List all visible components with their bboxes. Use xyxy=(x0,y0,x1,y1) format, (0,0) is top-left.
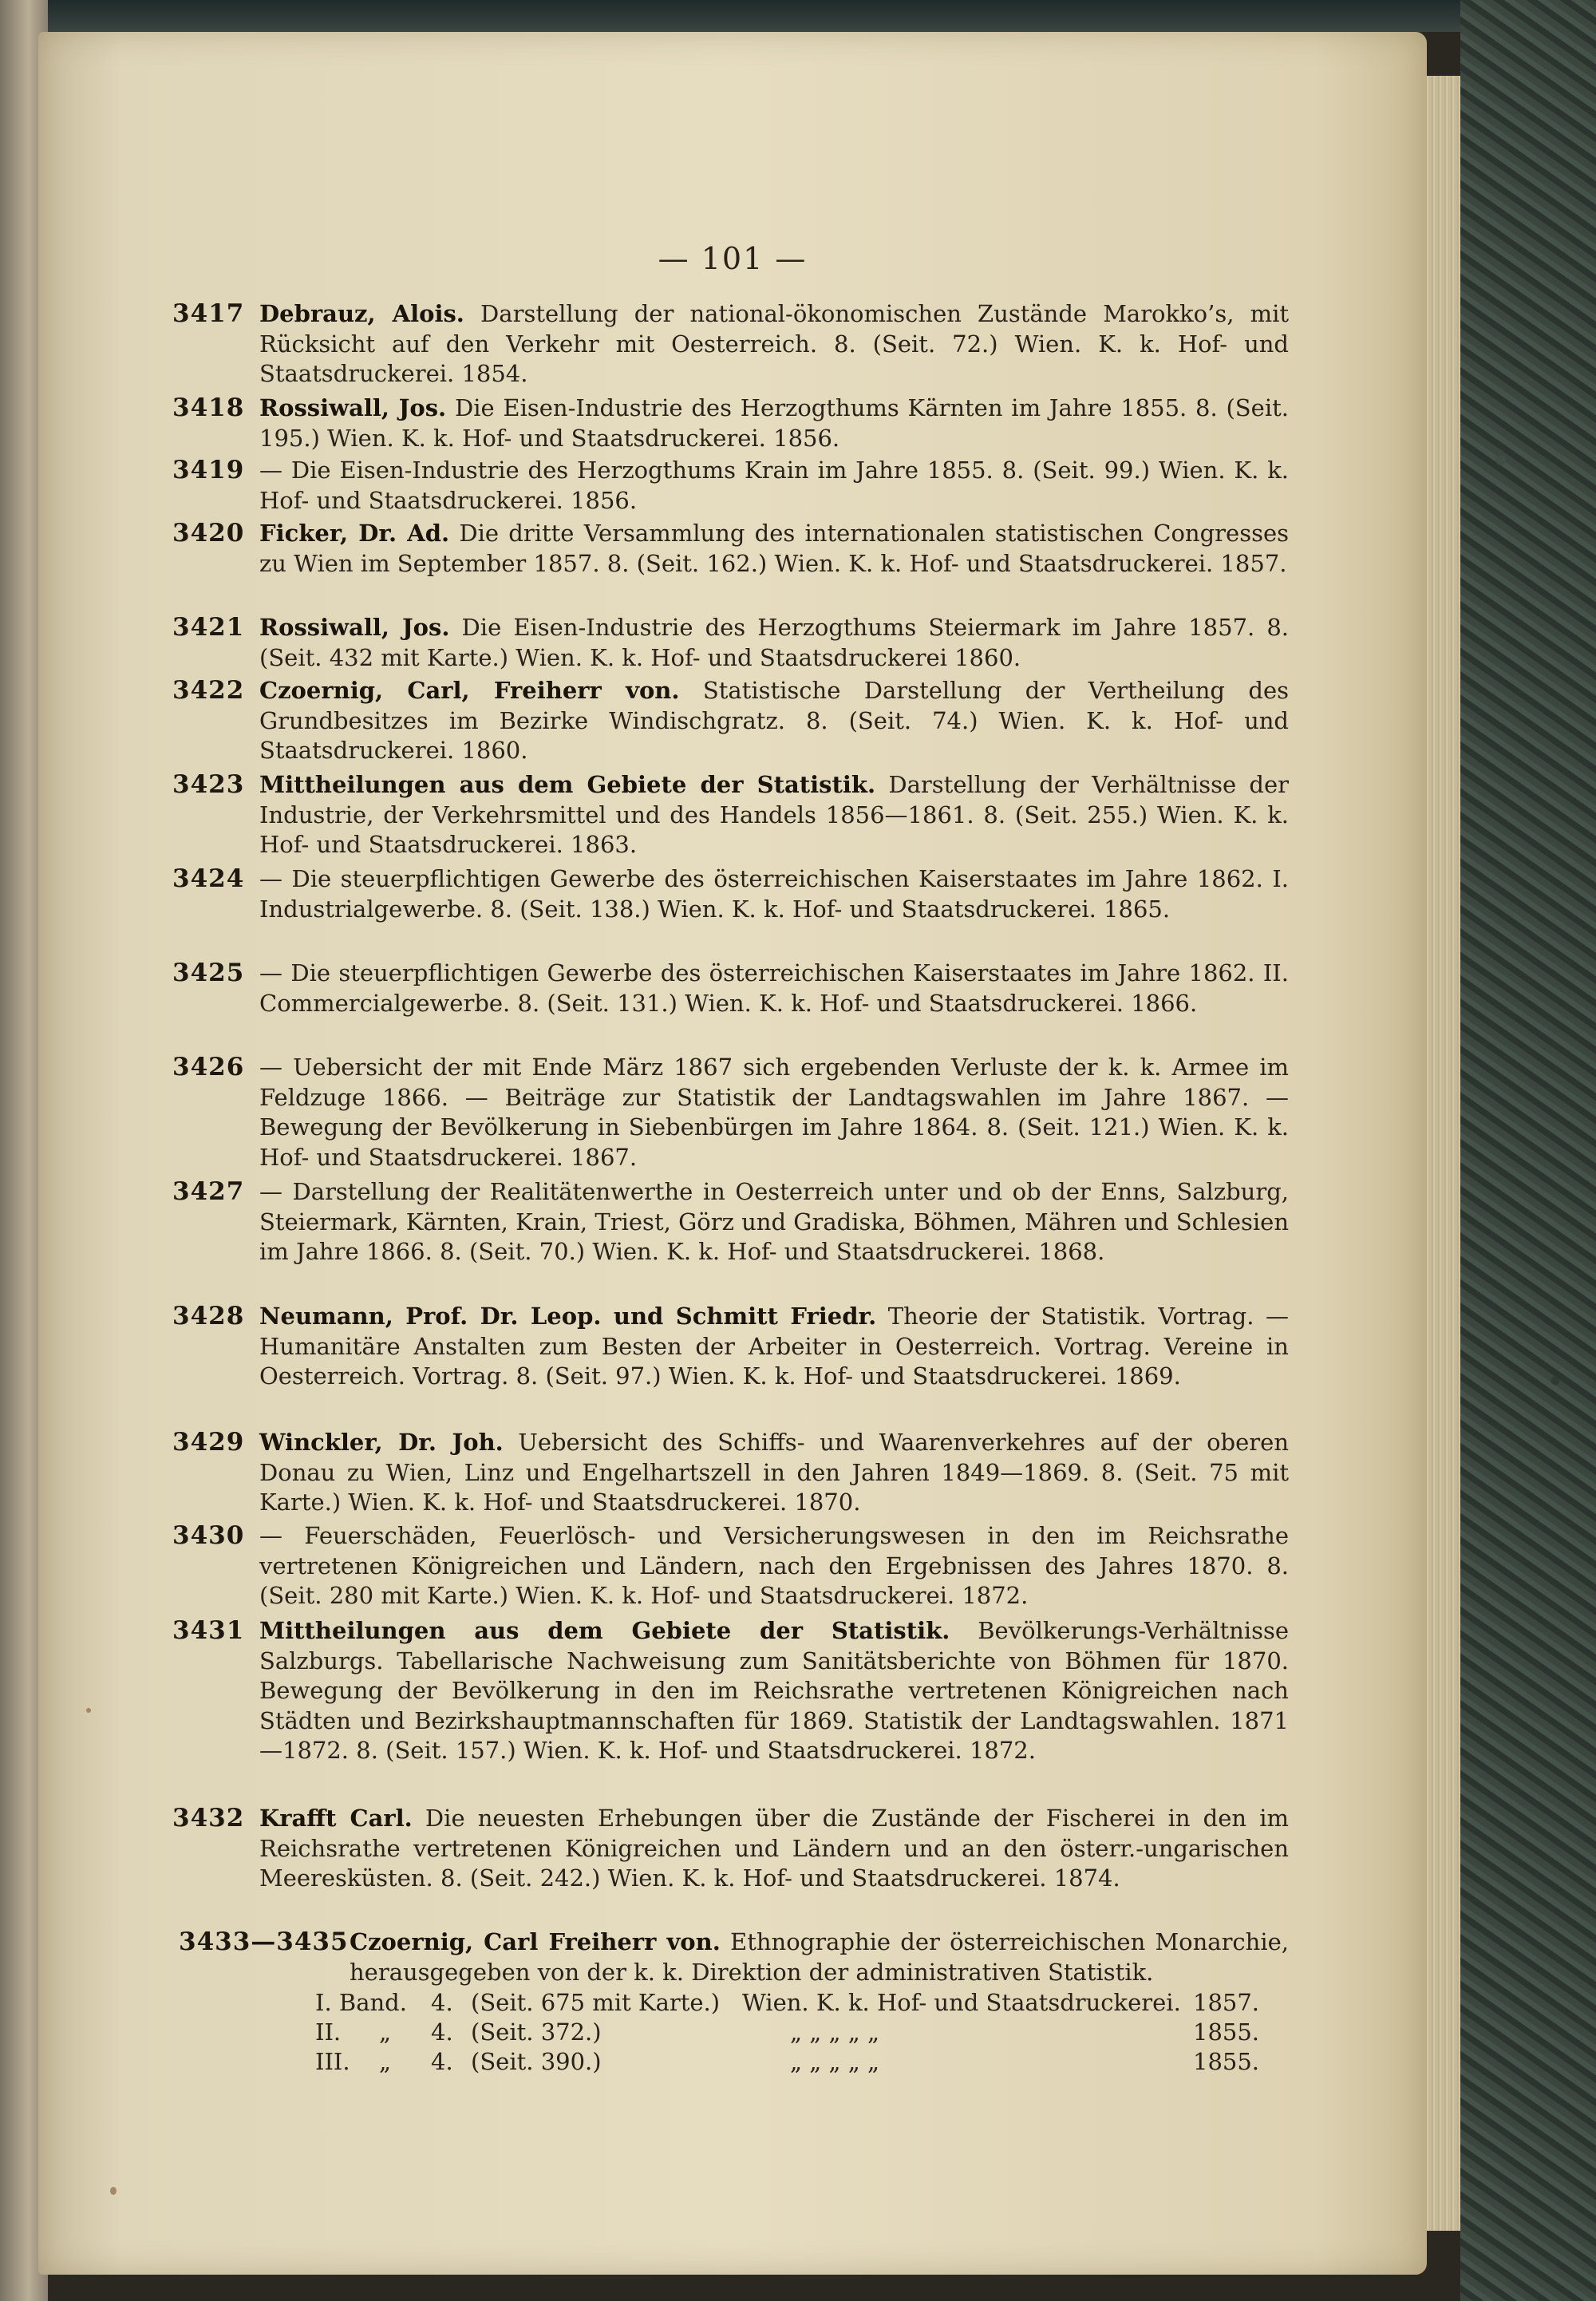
top-binding-strip xyxy=(48,0,1460,32)
volume-list xyxy=(315,1989,1297,2078)
entry-number: 3425 xyxy=(172,959,245,987)
entry-number: 3423 xyxy=(172,770,245,799)
entry-body: Darstellung der national-ökonomischen Zustände Marokko’s, mit Rücksicht auf den Verkehr mit Oesterreich. 8. (Seit. 72.) Wien. K. k. Hof- und Staatsdruckerei. 1854. xyxy=(259,300,1290,387)
entry-body: Die Eisen-Industrie des Herzogthums Kärnten im Jahre 1855. 8. (Seit. 195.) Wien. K. k. Hof- und Staatsdruckerei. 1856. xyxy=(259,394,1289,452)
page-number: — 101 — xyxy=(658,241,808,276)
book-page xyxy=(38,32,1427,2275)
entry-body: — Die Eisen-Industrie des Herzogthums Krain im Jahre 1855. 8. (Seit. 99.) Wien. K. k. Hof- und Staatsdruckerei. 1856. xyxy=(259,457,1289,514)
entry-number: 3420 xyxy=(172,519,245,548)
volume-pages: (Seit. 390.) xyxy=(471,2048,602,2075)
volume-label: II. xyxy=(315,2018,342,2046)
entry-author: Debrauz, Alois. xyxy=(259,300,464,327)
entry-number: 3430 xyxy=(172,1521,245,1550)
entry-author: Rossiwall, Jos. xyxy=(259,614,450,641)
entry-body: Die neuesten Erhebungen über die Zustände der Fischerei in den im Reichsrathe vertretenen Königreichen und Ländern und an den österr.-ungarischen Meeresküsten. 8. (Seit. 242.) Wien. K. k. Hof- und Staatsdruckerei. 1874. xyxy=(259,1805,1289,1892)
volume-row xyxy=(315,2048,1297,2078)
entry-number: 3432 xyxy=(172,1804,245,1832)
entry-author: Mittheilungen aus dem Gebiete der Statistik. xyxy=(259,771,876,798)
volume-publisher: Wien. K. k. Hof- und Staatsdruckerei. xyxy=(742,1989,1181,2016)
ink-smudge xyxy=(110,2187,117,2195)
marbled-cover xyxy=(1460,0,1596,2301)
entry-body: Darstellung der Verhältnisse der Industrie, der Verkehrsmittel und des Handels 1856—1861. 8. (Seit. 255.) Wien. K. k. Hof- und Staatsdruckerei. 1863. xyxy=(259,771,1290,858)
entry-body: — Darstellung der Realitätenwerthe in Oesterreich unter und ob der Enns, Salzburg, Steiermark, Kärnten, Krain, Triest, Görz und Gradiska, Böhmen, Mähren und Schlesien im Jahre 1866. 8. (Seit. 70.) Wien. K. k. Hof- und Staatsdruckerei. 1868. xyxy=(259,1178,1289,1265)
entry-number: 3427 xyxy=(172,1177,245,1206)
entry-author: Neumann, Prof. Dr. Leop. und Schmitt Friedr. xyxy=(259,1303,877,1330)
volume-ditto: „ xyxy=(379,2048,392,2075)
volume-format: 4. xyxy=(431,2048,453,2075)
entry-body: Ethnographie der österreichischen Monarchie, herausgegeben von der k. k. Direktion der administrativen Statistik. xyxy=(350,1928,1290,1986)
volume-year: 1855. xyxy=(1193,2018,1260,2046)
volume-format: 4. xyxy=(431,2018,453,2046)
entry-body: Theorie der Statistik. Vortrag. — Humanitäre Anstalten zum Besten der Arbeiter in Oesterreich. Vortrag. Vereine in Oesterreich. Vortrag. 8. (Seit. 97.) Wien. K. k. Hof- und Staatsdruckerei. 1869. xyxy=(259,1303,1290,1390)
entry-number: 3424 xyxy=(172,864,245,893)
volume-ditto: „ xyxy=(379,2018,392,2046)
entry-number: 3421 xyxy=(172,613,245,642)
volume-publisher: „ „ „ „ „ xyxy=(790,2018,879,2046)
volume-pages: (Seit. 372.) xyxy=(471,2018,602,2046)
volume-label: I. Band. xyxy=(315,1989,407,2016)
entry-body: Uebersicht des Schiffs- und Waarenverkehres auf der oberen Donau zu Wien, Linz und Engelhartszell in den Jahren 1849—1869. 8. (Seit. 75 mit Karte.) Wien. K. k. Hof- und Staatsdruckerei. 1870. xyxy=(259,1429,1289,1516)
volume-row xyxy=(315,2018,1297,2048)
entry-body: — Die steuerpflichtigen Gewerbe des österreichischen Kaiserstaates im Jahre 1862. II. Commercialgewerbe. 8. (Seit. 131.) Wien. K. k. Hof- und Staatsdruckerei. 1866. xyxy=(259,959,1289,1017)
entry-number: 3433—3435 xyxy=(179,1927,349,1956)
entry-author: Winckler, Dr. Joh. xyxy=(259,1429,504,1456)
entry-body: Bevölkerungs-Verhältnisse Salzburgs. Tabellarische Nachweisung zum Sanitätsberichte von Böhmen für 1870. Bewegung der Bevölkerung in den im Reichsrathe vertretenen Königreichen nach Städten und Bezirkshauptmannschaften für 1869. Statistik der Landtagswahlen. 1871—1872. 8. (Seit. 157.) Wien. K. k. Hof- und Staatsdruckerei. 1872. xyxy=(259,1617,1290,1764)
entry-number: 3428 xyxy=(172,1302,245,1330)
volume-pages: (Seit. 675 mit Karte.) xyxy=(471,1989,721,2016)
volume-publisher: „ „ „ „ „ xyxy=(790,2048,879,2075)
volume-format: 4. xyxy=(431,1989,453,2016)
entry-body: — Die steuerpflichtigen Gewerbe des österreichischen Kaiserstaates im Jahre 1862. I. Industrialgewerbe. 8. (Seit. 138.) Wien. K. k. Hof- und Staatsdruckerei. 1865. xyxy=(259,865,1289,923)
entry-author: Rossiwall, Jos. xyxy=(259,394,447,421)
volume-label: III. xyxy=(315,2048,350,2075)
ink-smudge xyxy=(86,1708,91,1713)
entry-number: 3429 xyxy=(172,1428,245,1457)
entry-number: 3417 xyxy=(172,299,245,328)
volume-year: 1857. xyxy=(1193,1989,1260,2016)
entry-author: Krafft Carl. xyxy=(259,1805,413,1832)
entry-body: — Feuerschäden, Feuerlösch- und Versicherungswesen in den im Reichsrathe vertretenen Königreichen und Ländern, nach den Ergebnissen des Jahres 1870. 8. (Seit. 280 mit Karte.) Wien. K. k. Hof- und Staatsdruckerei. 1872. xyxy=(259,1522,1289,1609)
entry-body: Die dritte Versammlung des internationalen statistischen Congresses zu Wien im September 1857. 8. (Seit. 162.) Wien. K. k. Hof- und Staatsdruckerei. 1857. xyxy=(259,520,1290,577)
entry-author: Czoernig, Carl Freiherr von. xyxy=(350,1928,721,1955)
entry-number: 3418 xyxy=(172,393,245,422)
entry-number: 3426 xyxy=(172,1053,245,1081)
entry-number: 3431 xyxy=(172,1616,245,1645)
entry-author: Mittheilungen aus dem Gebiete der Statistik. xyxy=(259,1617,950,1644)
entry-body: Statistische Darstellung der Vertheilung des Grundbesitzes im Bezirke Windischgratz. 8. (Seit. 74.) Wien. K. k. Hof- und Staatsdruckerei. 1860. xyxy=(259,677,1289,764)
entry-author: Czoernig, Carl, Freiherr von. xyxy=(259,677,680,704)
volume-year: 1855. xyxy=(1193,2048,1260,2075)
entry-number: 3422 xyxy=(172,676,245,705)
volume-row xyxy=(315,1989,1297,2018)
entry-author: Ficker, Dr. Ad. xyxy=(259,520,450,547)
entry-body: Die Eisen-Industrie des Herzogthums Steiermark im Jahre 1857. 8. (Seit. 432 mit Karte.) Wien. K. k. Hof- und Staatsdruckerei 1860. xyxy=(259,614,1289,671)
entry-number: 3419 xyxy=(172,456,245,484)
entry-body: — Uebersicht der mit Ende März 1867 sich ergebenden Verluste der k. k. Armee im Feldzuge 1866. — Beiträge zur Statistik der Landtagswahlen im Jahre 1867. — Bewegung der Bevölkerung in Siebenbürgen im Jahre 1864. 8. (Seit. 121.) Wien. K. k. Hof- und Staatsdruckerei. 1867. xyxy=(259,1054,1289,1171)
